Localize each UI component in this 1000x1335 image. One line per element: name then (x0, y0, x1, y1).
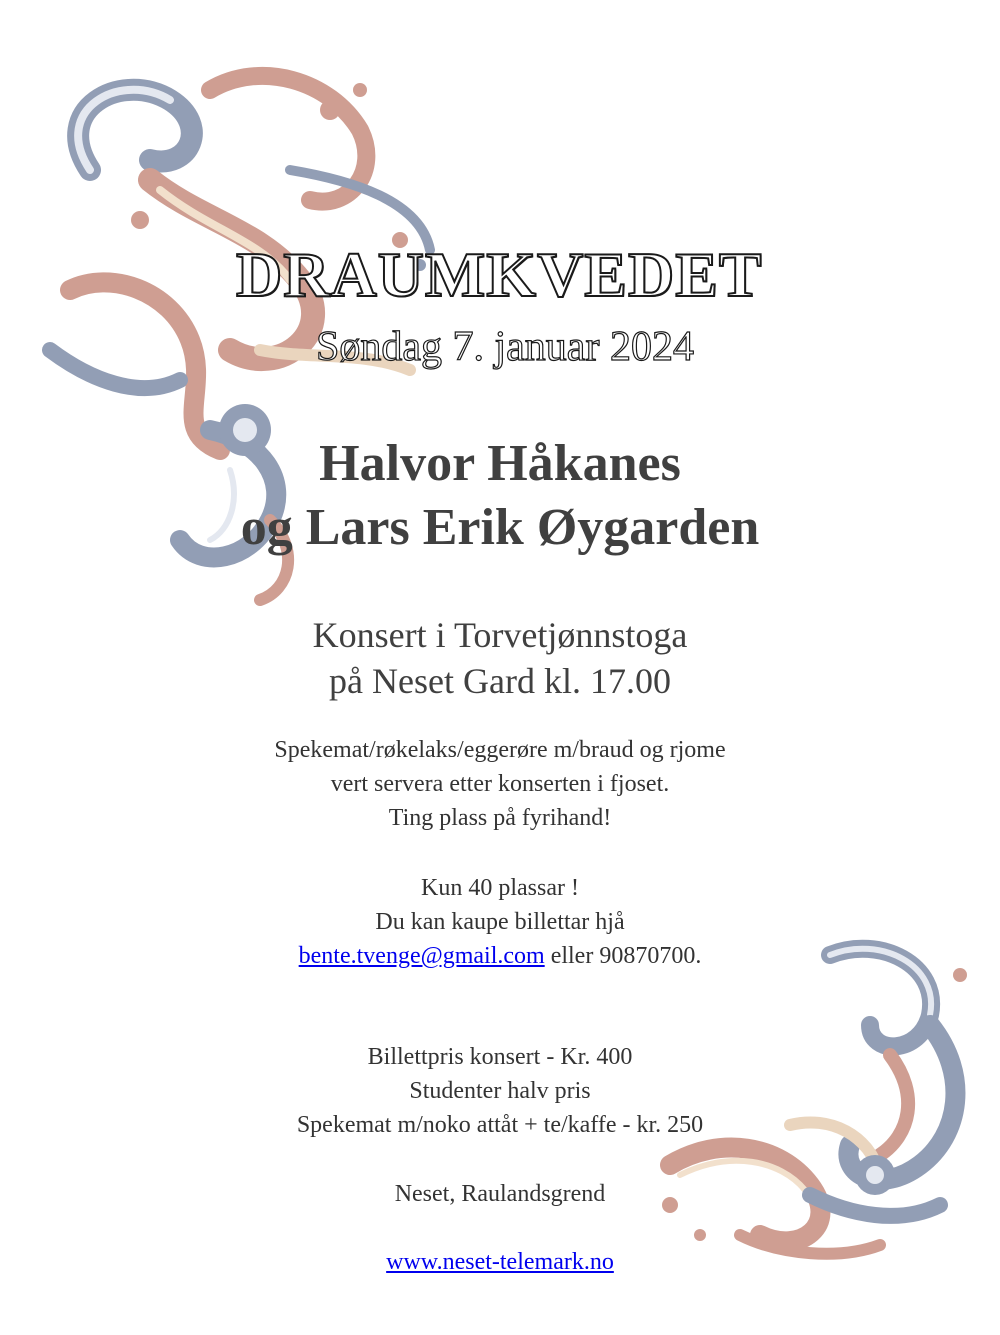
performer-line-2: og Lars Erik Øygarden (240, 499, 760, 556)
price-concert: Billettpris konsert - Kr. 400 (367, 1044, 633, 1070)
email-link[interactable]: bente.tvenge@gmail.com (298, 943, 545, 969)
buy-text: Du kan kaupe billettar hjå (375, 909, 625, 935)
website-line (0, 1245, 1000, 1279)
performer-line-1: Halvor Håkanes (319, 435, 681, 492)
venue-line-2: på Neset Gard kl. 17.00 (329, 661, 671, 701)
price-list (0, 1040, 1000, 1142)
menu-line-1: Spekemat/røkelaks/eggerøre m/braud og rjome (274, 737, 726, 763)
website-link[interactable]: www.neset-telemark.no (386, 1249, 614, 1275)
booking-info (0, 871, 1000, 973)
performers (0, 432, 1000, 560)
contact-line (0, 939, 1000, 973)
seats-text: Kun 40 plassar ! (421, 875, 579, 901)
venue-info (0, 612, 1000, 704)
event-title: DRAUMKVEDET (236, 239, 763, 310)
phone-text: eller 90870700. (544, 943, 702, 969)
venue-line-1: Konsert i Torvetjønnstoga (312, 615, 688, 655)
event-date: Søndag 7. januar 2024 (316, 324, 694, 370)
menu-line-3: Ting plass på fyrihand! (388, 805, 612, 831)
menu-line-2: vert servera etter konserten i fjoset. (330, 771, 670, 797)
location-text: Neset, Raulandsgrend (394, 1181, 606, 1207)
price-students: Studenter halv pris (409, 1078, 591, 1104)
menu-info (0, 733, 1000, 835)
price-food: Spekemat m/noko attåt + te/kaffe - kr. 250 (296, 1112, 704, 1138)
